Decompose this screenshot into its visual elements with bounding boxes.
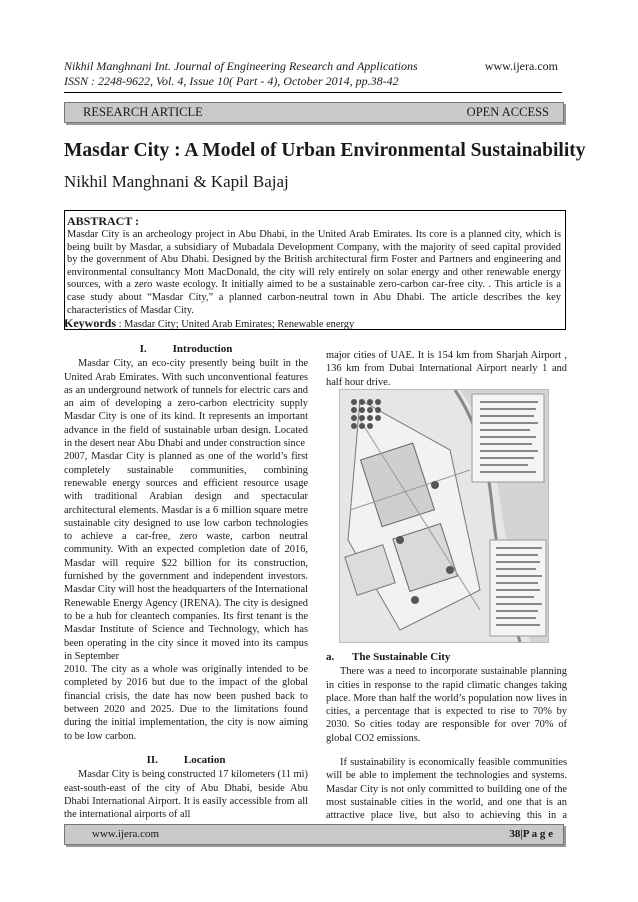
open-access-label: OPEN ACCESS [466, 105, 549, 119]
section-1-heading [64, 343, 308, 356]
sustainable-city-paragraph-2: If sustainability is economically feasible communities will be able to implement the technologies and systems. Masdar City is not only committed to building one of the most sustainable cities in the world, and one that is an attractive place live, but also to achieving this in a [326, 757, 567, 822]
header-url-link[interactable]: www.ijera.com [484, 59, 558, 73]
intro-paragraph-3: 2010. The city as a whole was originally intended to be completed by 2016 but due to the impact of the global financial crisis, the date has now been pushed back to between 2020 and 2025. Due to the limitations found during the initial implementation, the city is now aiming to be low carbon. [64, 664, 308, 742]
keywords-label: Keywords [64, 316, 116, 330]
paper-authors: Nikhil Manghnani & Kapil Bajaj [64, 172, 289, 191]
section-2-title: Location [183, 753, 226, 766]
section-2-heading [64, 754, 308, 767]
journal-line: Nikhil Manghnani Int. Journal of Engineering Research and Applications [64, 59, 418, 73]
section-1-title: Introduction [172, 343, 233, 355]
intro-paragraph-2: 2007, Masdar City is planned as one of the world’s first completely sustainable communities, combining renewable energy sources and efficient resource usage with traditional Arabian design and spectacular architectural elements. Masdar is a 6 million square metre sustainable city designed to use low carbon technologies to achieve a car-free, zero waste, carbon neutral community. With an expected completion date of 2016, Masdar will require $22 billion for its construction, furnished by the government and independent investors. Masdar City will host the headquarters of the International Renewable Energy Agency (IRENA). The city is designed to be a hub for cleantech companies. Its first tenant is the Masdar Institute of Science and Technology, which has been operating in the city since it moved into its campus in September [64, 451, 308, 662]
section-1-number: I. [139, 343, 147, 355]
sustainable-city-paragraph-1: There was a need to incorporate sustainable planning in cities in response to the rapid climatic changes taking place. More than half the world’s population now lives in cities, a percentage that is expected to rise to 70% by 2030. So cities today are responsible for over 70% of global CO2 emissions. [326, 666, 567, 744]
location-paragraph-1: Masdar City is being constructed 17 kilometers (11 mi) east-south-east of the city of Abu Dhabi, beside Abu Dhabi International Airport. It is easily accessible from all the international airports of all [64, 769, 308, 821]
subsection-a-heading [326, 651, 567, 664]
subsection-a-title: The Sustainable City [352, 651, 451, 663]
abstract-text: Masdar City is an archeology project in Abu Dhabi, in the United Arab Emirates. Its core is a planned city, which is being built by Masdar, a subsidiary of Mubadala Development Company, with the majority of seed capital provided by the government of Abu Dhabi. Designed by the British architectural firm Foster and Partners and engineering and environmental consultancy Mott MacDonald, the city will rely entirely on solar energy and other renewable energy sources, with a zero waste ecology. It initially aimed to be a sustainable zero-carbon car-free city. . This article is a case study about “Masdar City,” a planned carbon-neutral town in Abu Dhabi. The article describes the key characteristics of Masdar City. [67, 229, 561, 316]
header-rule [64, 92, 562, 93]
subsection-a [326, 651, 567, 836]
intro-paragraph-1: Masdar City, an eco-city presently being built in the United Arab Emirates. With such unconventional features as an underground network of tunnels for electric cars and an aim of developing a zero-carbon electricity supply Masdar City is one of its kind. It represents an important advance in the field of sustainable urban design. Located in the desert near Abu Dhabi and under construction since [64, 358, 308, 450]
left-column [64, 343, 308, 821]
footer-url-link[interactable]: www.ijera.com [92, 828, 160, 840]
location-paragraph-2: major cities of UAE. It is 154 km from Sharjah Airport , 136 km from Dubai International Airport nearly 1 and half hour drive. [326, 350, 567, 388]
page-number: 38|P a g e [509, 828, 553, 840]
abstract-box [64, 210, 566, 330]
issn-line: ISSN : 2248-9622, Vol. 4, Issue 10( Part - 4), October 2014, pp.38-42 [64, 74, 399, 88]
subsection-a-number: a. [326, 651, 335, 663]
paper-title: Masdar City : A Model of Urban Environmental Sustainability [64, 140, 586, 161]
page-footer [64, 824, 564, 845]
section-2-number: II. [146, 753, 158, 766]
site-plan-map-image [340, 390, 548, 642]
abstract-heading: ABSTRACT : [67, 214, 140, 228]
running-header [64, 59, 558, 89]
research-article-label: RESEARCH ARTICLE [83, 105, 203, 119]
article-type-banner [64, 102, 564, 123]
keywords-line [64, 316, 354, 331]
keywords-text: : Masdar City; United Arab Emirates; Renewable energy [116, 319, 355, 330]
site-plan-figure [339, 389, 549, 643]
right-column [326, 349, 567, 389]
